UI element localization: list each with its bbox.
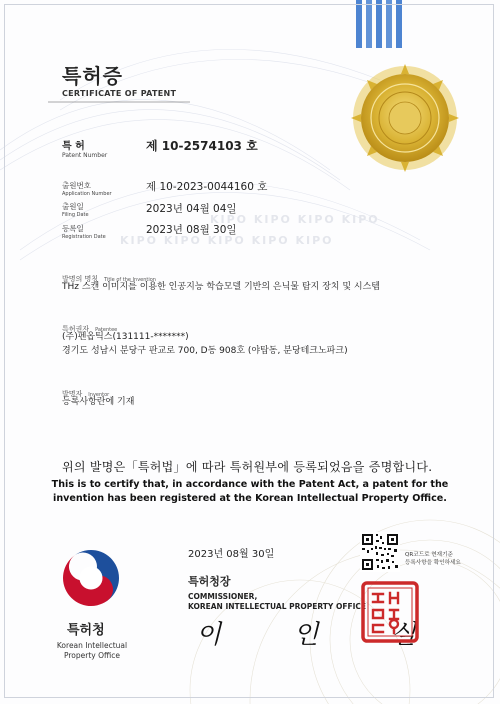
- patentee-address: 경기도 성남시 분당구 판교로 700, D동 908호 (야탑동, 분당테크노파크): [62, 346, 348, 356]
- invention-title: THz 스캔 이미지를 이용한 인공지능 학습모델 기반의 은닉물 탐지 장치 및 시스템: [62, 282, 380, 292]
- certification-statement-en: This is to certify that, in accordance with the Patent Act, a patent for the invention has been registered at the Korean Intellectual Property Office.: [51, 479, 449, 504]
- qr-code-icon[interactable]: [360, 532, 400, 572]
- application-number-label: 출원번호: [62, 181, 91, 190]
- inventor-label-en: Inventor: [88, 392, 110, 398]
- patentee-label-en: Patentee: [95, 327, 118, 333]
- patentee-label-ko: 특허권자: [62, 325, 90, 333]
- registration-date-label-en: Registration Date: [62, 234, 106, 240]
- watermark-row-2: KIPO KIPO KIPO KIPO KIPO: [120, 234, 334, 247]
- office-name-en: [44, 641, 140, 661]
- watermark-row-1: KIPO KIPO KIPO KIPO: [210, 213, 380, 226]
- issue-date: 2023년 08월 30일: [188, 549, 275, 560]
- patentee-name: (주)펜옵틱스(131111-*******): [62, 332, 189, 342]
- commissioner-title-en-line2: KOREAN INTELLECTUAL PROPERTY OFFICE: [188, 602, 367, 611]
- patent-number-label-en: Patent Number: [62, 152, 108, 159]
- commissioner-title-en: [188, 592, 366, 612]
- certificate-title-ko: 특허증: [62, 64, 123, 88]
- office-name-en-line2: Property Office: [63, 651, 120, 660]
- registration-date-value: 2023년 08월 30일: [146, 224, 237, 236]
- registration-date-label: 등록일: [62, 224, 84, 233]
- commissioner-title-en-line1: COMMISSIONER,: [188, 592, 258, 601]
- official-red-seal-stamp: [360, 580, 420, 644]
- application-number-label-en: Application Number: [62, 191, 112, 197]
- qr-note: [405, 551, 461, 567]
- inventor-label-ko: 발명자: [62, 390, 83, 398]
- qr-note-line1: QR코드로 현재기준: [405, 552, 453, 558]
- certificate-title-en: CERTIFICATE OF PATENT: [62, 89, 177, 98]
- qr-note-line2: 등록사항을 확인하세요: [405, 560, 461, 566]
- invention-label-ko: 발명의 명칭: [62, 275, 99, 283]
- inventor-value: 등록사항란에 기재: [62, 397, 135, 407]
- invention-label-en: Title of the Invention: [104, 277, 156, 283]
- patent-number-value: 제 10-2574103 호: [146, 139, 258, 153]
- office-name-en-line1: Korean Intellectual: [56, 641, 128, 650]
- filing-date-label: 출원일: [62, 202, 84, 211]
- kipo-taegeuk-logo-icon: [60, 547, 122, 609]
- patent-number-label: 특 허: [62, 141, 85, 152]
- commissioner-title-ko: 특허청장: [188, 575, 231, 588]
- filing-date-label-en: Filing Date: [62, 212, 89, 218]
- commissioner-signature: 이 인 실: [196, 620, 448, 650]
- filing-date-value: 2023년 04월 04일: [146, 203, 237, 215]
- office-name-ko: 특허청: [67, 623, 105, 638]
- application-number-value: 제 10-2023-0044160 호: [146, 181, 268, 193]
- certification-statement-ko: 위의 발명은「특허법」에 따라 특허원부에 등록되었음을 증명합니다.: [62, 460, 433, 474]
